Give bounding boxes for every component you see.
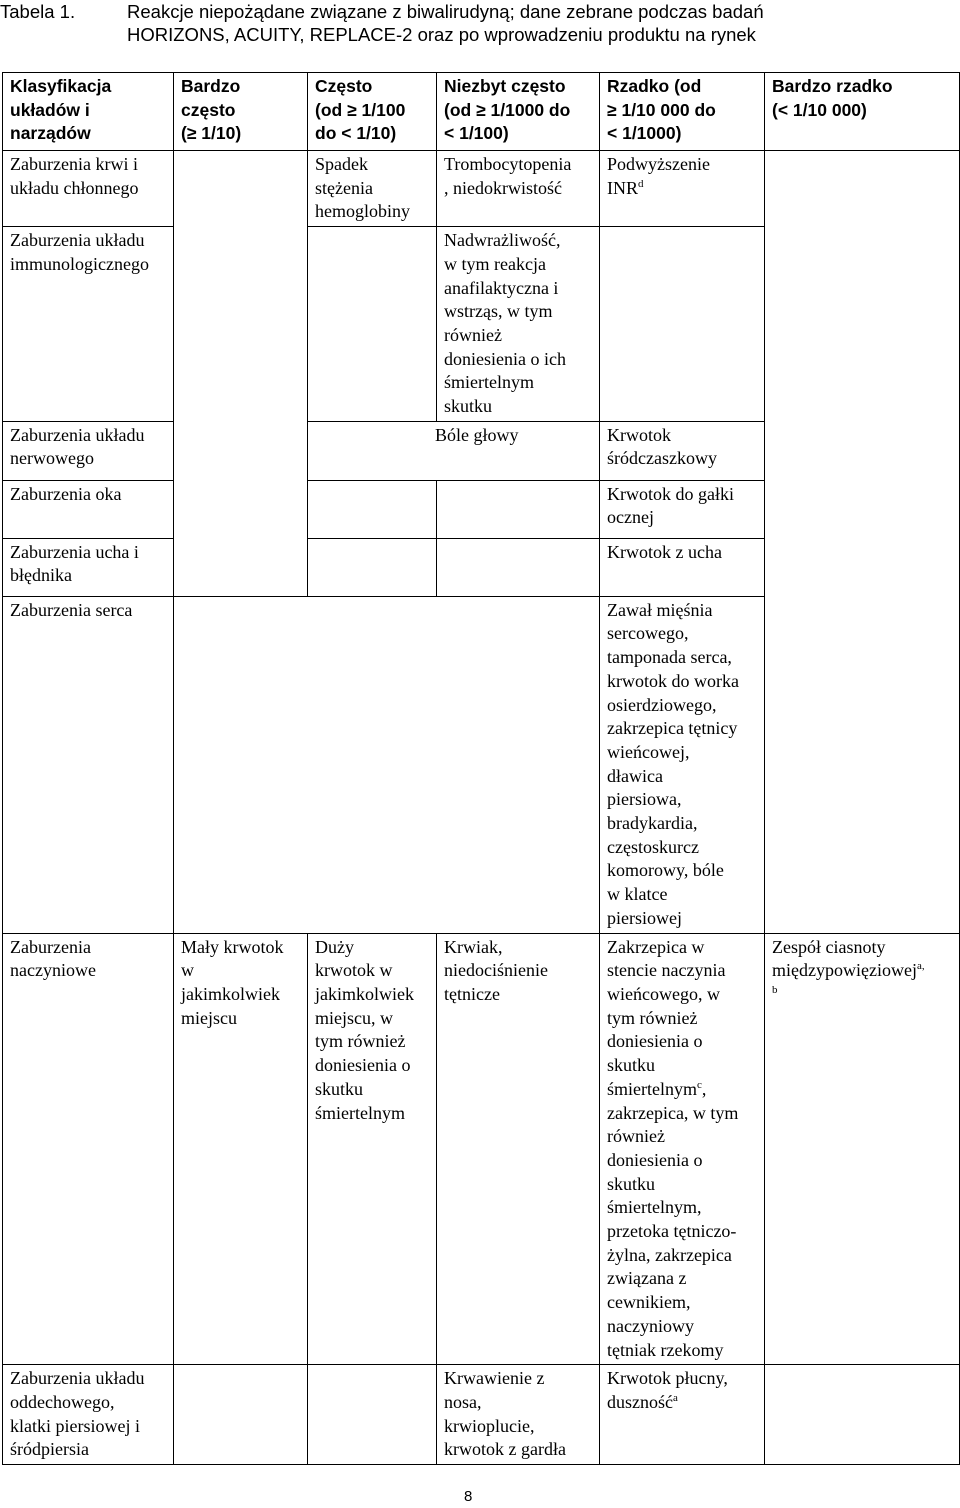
empty-cell [308,227,437,422]
cell-vascular-rare [600,933,765,1365]
header-system-organ-class: Klasyfikacja układów i narządów [3,73,174,151]
soc-immune: Zaburzenia układu immunologicznego [3,227,174,422]
cell-blood-common: Spadek stężenia hemoglobiny [308,151,437,227]
empty-cell [308,538,437,596]
empty-cell [600,227,765,422]
footnote-marker: a [673,1391,678,1404]
table-label: Tabela 1. [0,1,76,22]
cell-ear-rare: Krwotok z ucha [600,538,765,596]
empty-cell [765,151,960,934]
empty-cell [308,1365,437,1465]
empty-cell [174,596,600,933]
soc-nervous: Zaburzenia układu nerwowego [3,421,174,480]
cell-blood-rare [600,151,765,227]
cell-respiratory-uncommon: Krwawienie z nosa, krwioplucie, krwotok z gardła [437,1365,600,1465]
empty-cell [308,480,437,538]
soc-blood: Zaburzenia krwi i układu chłonnego [3,151,174,227]
empty-cell [437,480,600,538]
table-row [3,1365,960,1465]
page-number: 8 [464,1488,473,1505]
cell-eye-rare: Krwotok do gałki ocznej [600,480,765,538]
cell-vascular-uncommon: Krwiak, niedociśnienie tętnicze [437,933,600,1365]
footnote-marker: d [638,177,644,190]
cell-vascular-very-common: Mały krwotok w jakimkolwiek miejscu [174,933,308,1365]
cell-respiratory-rare [600,1365,765,1465]
header-very-rare: Bardzo rzadko (< 1/10 000) [765,73,960,151]
cell-blood-rare-text: Podwyższenie INR [607,154,710,198]
cell-blood-uncommon: Trombocytopenia , niedokrwistość [437,151,600,227]
cell-vascular-very-rare-text: Zespół ciasnoty międzypowięziowej [772,936,917,981]
soc-respiratory: Zaburzenia układu oddechowego, klatki piersiowej i śródpiersia [3,1365,174,1465]
cell-respiratory-rare-text: Krwotok płucny, duszność [607,1368,728,1412]
cell-vascular-very-rare [765,933,960,1365]
table-title-line-2: HORIZONS, ACUITY, REPLACE-2 oraz po wprowadzeniu produktu na rynek [127,24,756,45]
cell-nervous-uncommon [308,421,600,480]
header-rare: Rzadko (od ≥ 1/10 000 do < 1/1000) [600,73,765,151]
cell-vascular-common: Duży krwotok w jakimkolwiek miejscu, w tym również doniesienia o skutku śmiertelnym [308,933,437,1365]
cell-nervous-rare: Krwotok śródczaszkowy [600,421,765,480]
cell-nervous-uncommon-text: Bóle głowy [435,424,519,445]
cell-cardiac-rare: Zawał mięśnia sercowego, tamponada serca, krwotok do worka osierdziowego, zakrzepica tętnicy wieńcowej, dławica piersiowa, bradykardia, częstoskurcz komorowy, bóle w klatce piersiowej [600,596,765,933]
soc-eye: Zaburzenia oka [3,480,174,538]
soc-vascular: Zaburzenia naczyniowe [3,933,174,1365]
footnote-marker: a, b [772,960,925,996]
footnote-marker: c [696,1078,702,1091]
table-title-line-1: Reakcje niepożądane związane z biwalirudyną; dane zebrane podczas badań [127,1,764,22]
header-uncommon: Niezbyt często (od ≥ 1/1000 do < 1/100) [437,73,600,151]
cell-immune-uncommon: Nadwrażliwość, w tym reakcja anafilaktyczna i wstrząs, w tym również doniesienia o ich śmiertelnym skutku [437,227,600,422]
table-row [3,151,960,227]
adverse-reactions-table [2,72,960,1465]
empty-cell [174,1365,308,1465]
soc-cardiac: Zaburzenia serca [3,596,174,933]
cell-vascular-rare-text-2: , zakrzepica, w tym również doniesienia o skutku śmiertelnym, przetoka tętniczo- żylna, zakrzepica związana z cewnikiem, naczyniowy tętniak rzekomy [607,1078,739,1360]
table-row [3,933,960,1365]
header-very-common: Bardzo często (≥ 1/10) [174,73,308,151]
cell-vascular-rare-text-1: Zakrzepica w stencie naczynia wieńcowego, w tym również doniesienia o skutku śmiertelnym [607,936,726,1099]
empty-cell [765,1365,960,1465]
header-row [3,73,960,151]
empty-cell [174,151,308,597]
soc-ear: Zaburzenia ucha i błędnika [3,538,174,596]
header-common: Często (od ≥ 1/100 do < 1/10) [308,73,437,151]
empty-cell [437,538,600,596]
